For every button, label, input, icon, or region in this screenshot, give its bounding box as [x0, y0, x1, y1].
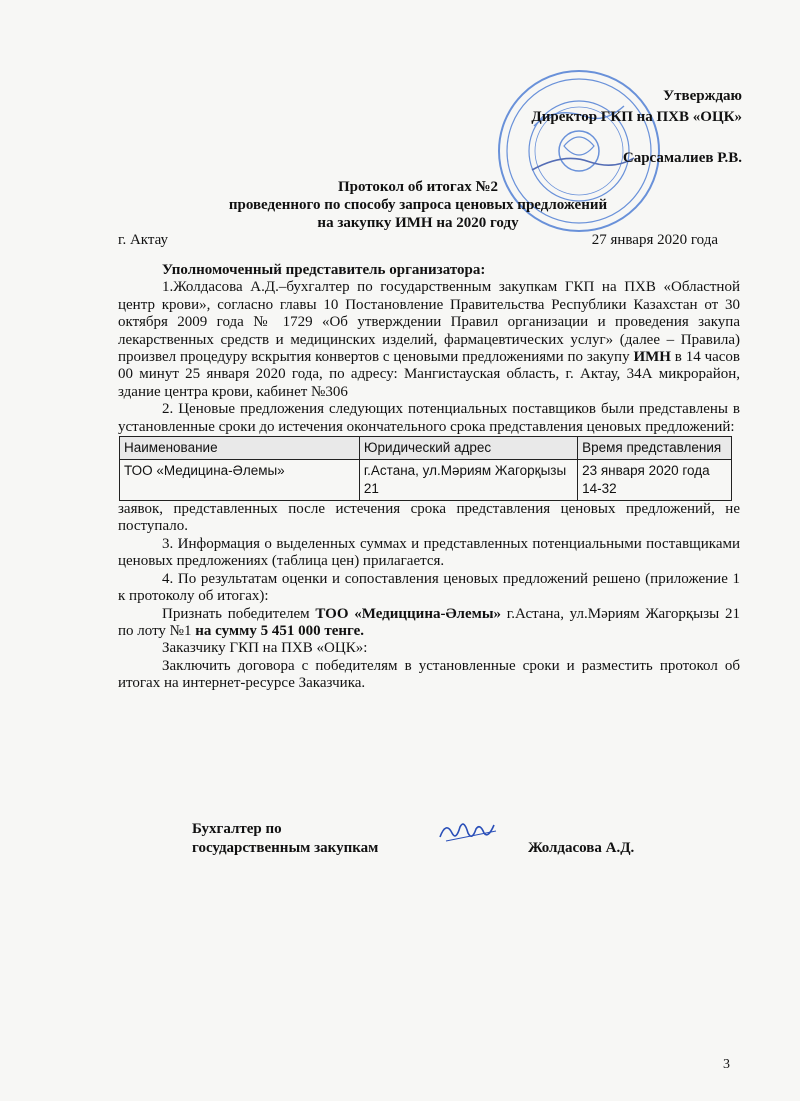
after-table-text: заявок, представленных после истечения срока представления ценовых предложений, не поступало. [118, 501, 740, 535]
table-header-row [120, 437, 732, 460]
table-cell: ТОО «Медицина-Әлемы» [120, 460, 360, 501]
approval-block [531, 86, 742, 169]
table-header-cell: Юридический адрес [359, 437, 577, 460]
document-title [0, 178, 800, 232]
approval-heading: Утверждаю [663, 88, 742, 104]
paragraph-1 [118, 279, 740, 401]
title-line-2: проведенного по способу запроса ценовых предложений [228, 197, 608, 213]
winner-name: ТОО «Медиццина-Әлемы» [315, 605, 502, 622]
table-header-cell: Время представления [578, 437, 732, 460]
table-cell: 23 января 2020 года 14-32 [578, 460, 732, 501]
document-body [118, 262, 740, 693]
representative-heading: Уполномоченный представитель организатора: [162, 262, 486, 278]
document-date: 27 января 2020 года [591, 232, 718, 248]
offers-table [119, 436, 732, 501]
signer-title-line-1: Бухгалтер по [192, 821, 282, 837]
director-signature-name: Сарсамалиев Р.В. [622, 150, 742, 166]
page-number: 3 [723, 1057, 730, 1072]
winner-amount: на сумму 5 451 000 тенге. [195, 622, 365, 639]
approval-position: Директор ГКП на ПХВ «ОЦК» [531, 109, 742, 125]
winner-details: г.Астана, ул.Мәриям Жагорқызы 21 по лоту №1 [118, 605, 740, 639]
customer-line: Заказчику ГКП на ПХВ «ОЦК»: [162, 640, 368, 657]
table-header-cell: Наименование [120, 437, 360, 460]
paragraph-1-text-b: в 14 часов 00 минут 25 января 2020 года, по адресу: Мангистауская область, г. Актау, 34А микрорайон, здание центра крови, кабинет №306 [118, 349, 741, 400]
place-date-row [118, 232, 718, 249]
place: г. Актау [118, 232, 169, 248]
title-line-3: на закупку ИМН на 2020 году [317, 215, 519, 231]
paragraph-2: 2. Ценовые предложения следующих потенциальных поставщиков были представлены в установленные сроки до истечения окончательного срока представления ценовых предложений: [118, 401, 740, 435]
paragraph-3: 3. Информация о выделенных суммах и представленных потенциальными поставщиками ценовых предложениях (таблица цен) прилагается. [118, 535, 740, 570]
customer-instruction: Заключить договора с победителям в установленные сроки и разместить протокол об итогах на интернет-ресурсе Заказчика. [118, 657, 740, 692]
signer-title-line-2: государственным закупкам [192, 840, 379, 856]
table-row [120, 460, 732, 501]
title-line-1: Протокол об итогах №2 [337, 179, 499, 195]
winner-paragraph [118, 606, 740, 641]
winner-prefix: Признать победителем [162, 605, 310, 622]
signer-name: Жолдасова А.Д. [528, 840, 635, 856]
paragraph-1-bold: ИМН [633, 349, 671, 366]
table-cell: г.Астана, ул.Мәриям Жагорқызы 21 [359, 460, 577, 501]
paragraph-1-text-a: 1.Жолдасова А.Д.–бухгалтер по государственным закупкам ГКП на ПХВ «Областной центр крови», согласно главы 10 Постановление Правительства Республики Казахстан от 30 октября 2009 года № 1729 «Об утверждении Правил организации и проведения закупа лекарственных средств и медицинских изделий, фармацевтических услуг» (далее – Правила) произвел процедуру вскрытия конвертов с ценовыми предложениями по закупу [118, 279, 740, 366]
paragraph-4: 4. По результатам оценки и сопоставления ценовых предложений решено (приложение 1 к протоколу об итогах): [118, 570, 740, 605]
handwritten-signature [436, 815, 502, 847]
